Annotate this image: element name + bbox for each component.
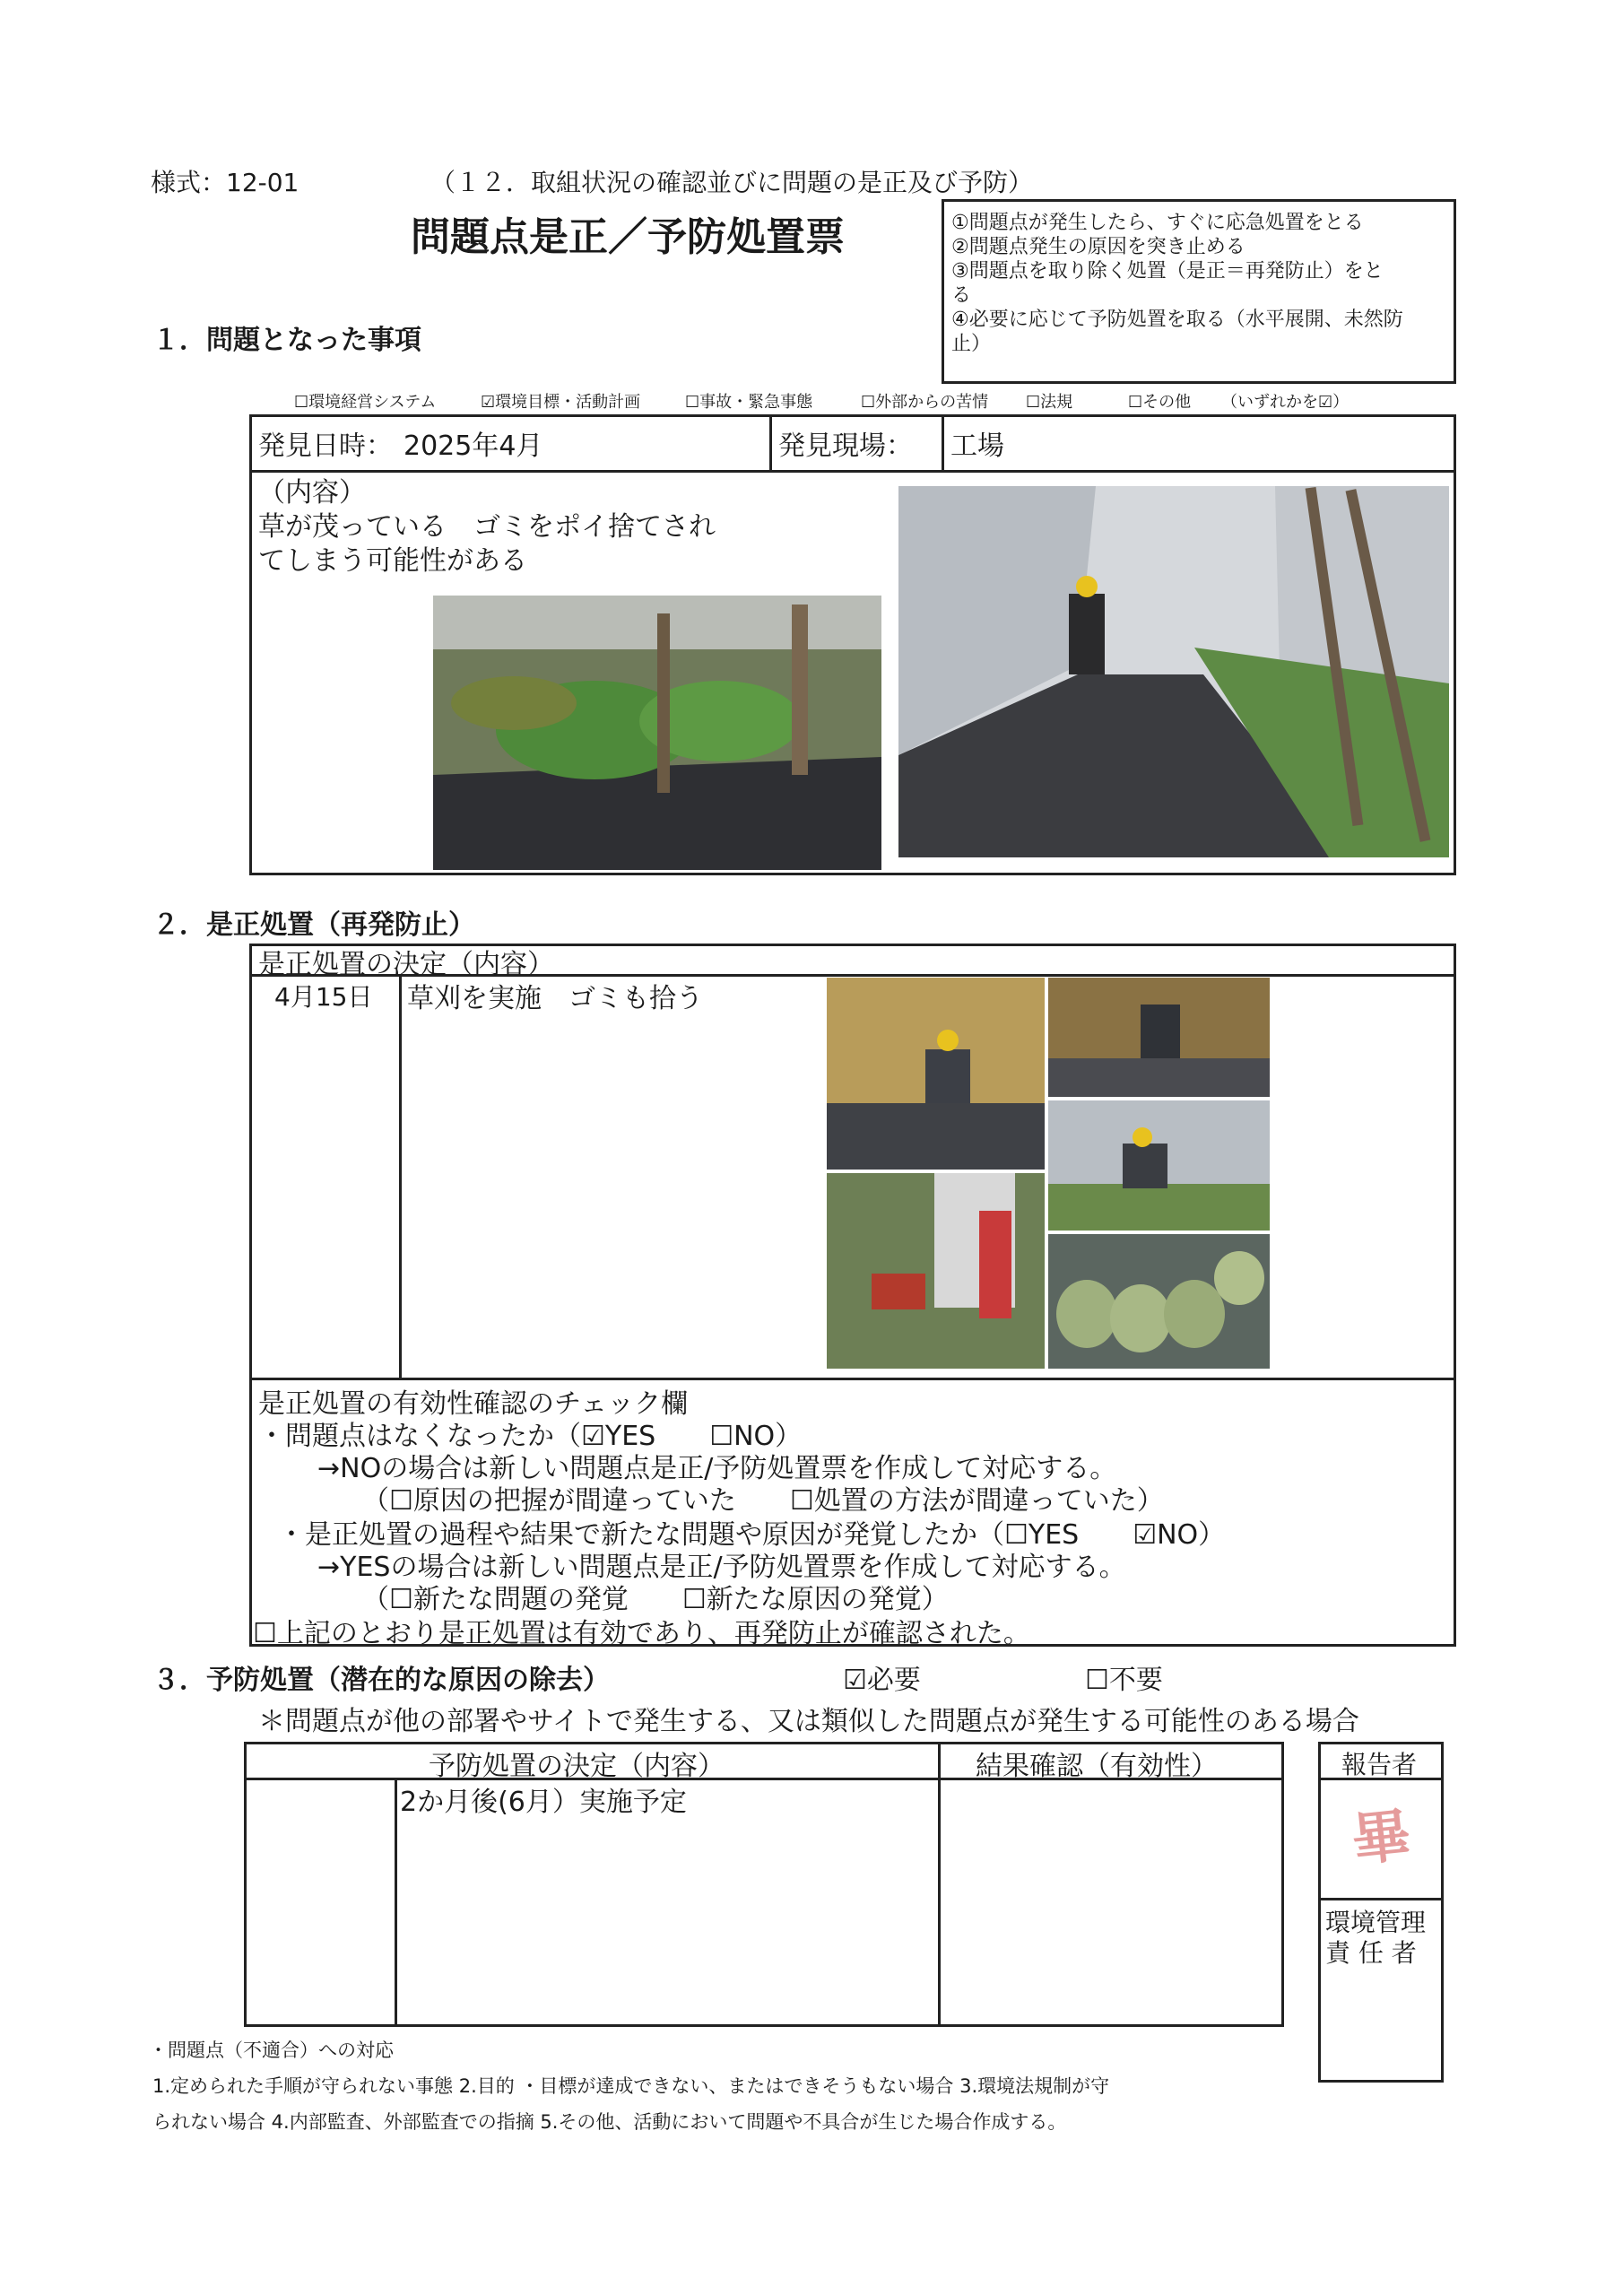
category-other: ☐その他 [1128, 393, 1192, 412]
worker-photo [827, 978, 1270, 1369]
content-label: （内容） [258, 477, 366, 509]
guide-line: ③問題点を取り除く処置（是正＝再発防止）をと [951, 260, 1384, 283]
check-line: ・問題点はなくなったか（☑YES ☐NO） [258, 1421, 803, 1452]
weeds-photo [433, 596, 881, 870]
divider [769, 414, 772, 470]
action-date: 4月15日 [274, 982, 373, 1012]
divider [942, 414, 944, 470]
footer-line: 1.定められた手順が守られない事態 2.目的 ・目標が達成できない、またはできそうもない場合 3.環境法規制が守 [152, 2075, 1110, 2097]
category-law: ☐法規 [1026, 393, 1073, 412]
section2-heading: ２．是正処置（再発防止） [152, 909, 475, 941]
form-number: 様式：12-01 [151, 168, 299, 197]
check-line: ・是正処置の過程や結果で新たな問題や原因が発覚したか（☐YES ☑NO） [278, 1519, 1226, 1551]
result-header: 結果確認（有効性） [976, 1751, 1218, 1782]
section-caption: （１２．取組状況の確認並びに問題の是正及び予防） [430, 168, 1034, 197]
category-accident: ☐事故・緊急事態 [685, 393, 813, 412]
content-line: てしまう可能性がある [258, 545, 527, 577]
manager-label: 責 任 者 [1325, 1938, 1417, 1968]
category-goals: ☑環境目標・活動計画 [481, 393, 641, 412]
not-required-check: ☐不要 [1085, 1665, 1163, 1696]
section3-note: ＊問題点が他の部署やサイトで発生する、又は類似した問題点が発生する可能性のある場合 [258, 1706, 1359, 1737]
section3-heading: ３．予防処置（潜在的な原因の除去） [152, 1665, 610, 1696]
decision-header: 是正処置の決定（内容） [258, 949, 554, 980]
prevent-decision-header: 予防処置の決定（内容） [429, 1751, 725, 1782]
guide-line: ②問題点発生の原因を突き止める [951, 236, 1245, 258]
divider [1318, 1898, 1444, 1900]
guide-line: ①問題点が発生したら、すぐに応急処置をとる [951, 212, 1364, 234]
reporter-label: 報告者 [1341, 1750, 1418, 1779]
guide-line: ④必要に応じて予防処置を取る（水平展開、未然防 [951, 309, 1403, 331]
check-title: 是正処置の有効性確認のチェック欄 [258, 1388, 689, 1420]
category-complaint: ☐外部からの苦情 [861, 393, 989, 412]
guide-box [942, 199, 1456, 384]
footer-line: ・問題点（不適合）への対応 [149, 2039, 394, 2061]
divider [395, 1778, 397, 2027]
divider [938, 1742, 941, 2027]
path-photo [898, 486, 1449, 857]
category-ems: ☐環境経営システム [294, 393, 437, 412]
found-date-label: 発見日時： [258, 430, 393, 462]
action-text: 草刈を実施 ゴミも拾う [407, 983, 703, 1014]
footer-line: られない場合 4.内部監査、外部監査での指摘 5.その他、活動において問題や不具合が生じた場合作成する。 [152, 2111, 1067, 2133]
check-line: ☐上記のとおり是正処置は有効であり、再発防止が確認された。 [253, 1618, 1030, 1649]
found-date-value: 2025年4月 [404, 430, 543, 462]
required-check: ☑必要 [843, 1665, 921, 1696]
check-line: →NOの場合は新しい問題点是正/予防処置票を作成して対応する。 [317, 1453, 1117, 1484]
divider [399, 974, 402, 1378]
divider [249, 1378, 1456, 1380]
guide-line: る [951, 284, 972, 307]
reporter-stamp: 畢 [1349, 1801, 1414, 1875]
manager-label: 環境管理 [1325, 1908, 1427, 1937]
content-line: 草が茂っている ゴミをポイ捨てされ [258, 511, 716, 543]
divider [249, 470, 1456, 473]
check-line: （☐原因の把握が間違っていた ☐処置の方法が間違っていた） [362, 1485, 1164, 1517]
found-place-value: 工場 [950, 430, 1004, 462]
category-instruction: （いずれかを☑） [1221, 393, 1350, 412]
guide-line: 止） [951, 333, 992, 355]
check-line: →YESの場合は新しい問題点是正/予防処置票を作成して対応する。 [317, 1552, 1126, 1583]
found-place-label: 発見現場： [778, 430, 913, 462]
check-line: （☐新たな問題の発覚 ☐新たな原因の発覚） [362, 1584, 949, 1615]
page-title: 問題点是正／予防処置票 [411, 214, 845, 260]
prevent-plan: 2か月後(6月）実施予定 [400, 1787, 687, 1818]
section1-heading: １．問題となった事項 [152, 325, 421, 356]
